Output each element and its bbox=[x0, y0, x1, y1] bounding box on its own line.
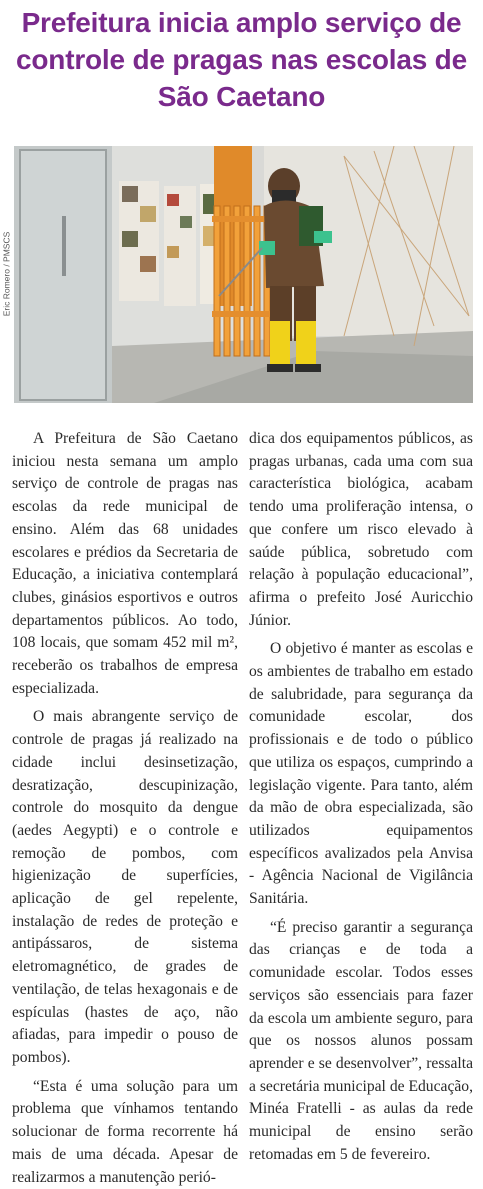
photo-illustration bbox=[14, 146, 473, 403]
article-column-right bbox=[249, 428, 473, 1167]
article-paragraph-continuation: dica dos equipamentos públicos, as pragas urbanas, cada uma com sua característica biológica, acabam tendo uma proliferação intensa, o que confere um risco elevado à saúde pública, sobretudo com relação à população educacional”, afirma o prefeito José Auricchio Júnior. bbox=[249, 430, 473, 629]
article-paragraph: O objetivo é manter as escolas e os ambientes de trabalho em estado de salubridade, para segurança da comunidade escolar, dos profissionais e de todo o público que utiliza os espaços, cumprindo a legislação vigente. Para tanto, além da mão de obra especializada, são utilizados equipamentos específicos avalizados pela Anvisa - Agência Nacional de Vigilância Sanitária. bbox=[249, 640, 473, 908]
article-photo bbox=[14, 146, 473, 403]
article-paragraph: A Prefeitura de São Caetano iniciou nesta semana um amplo serviço de controle de pragas nas escolas da rede municipal de ensino. Além das 68 unidades escolares e prédios da Secretaria de Educação, a iniciativa contemplará clubes, ginásios esportivos e outros departamentos públicos. Ao todo, 108 locais, que somam 452 mil m², receberão os trabalhos de empresa especializada. bbox=[12, 430, 238, 697]
article-column-left bbox=[12, 428, 238, 1189]
article-paragraph: O mais abrangente serviço de controle de pragas já realizado na cidade inclui desinsetização, desratização, descupinização, controle do mosquito da dengue (aedes Aegypti) e o controle e remoção de pombos, com higienização de superfícies, aplicação de gel repelente, instalação de redes de proteção e antipássaros, de sistema eletromagnético, de grades de ventilação, de telas hexagonais e de espículas (hastes de aço, não afiadas, para impedir o pouso de pombos). bbox=[12, 708, 238, 1066]
photo-credit bbox=[0, 146, 12, 401]
photo-credit-text: Eric Romero / PMSCS bbox=[1, 231, 12, 316]
article-headline: Prefeitura inicia amplo serviço de controle de pragas nas escolas de São Caetano bbox=[16, 7, 467, 112]
article-paragraph: “Esta é uma solução para um problema que vínhamos tentando solucionar de forma recorrente há mais de uma década. Apesar de realizarmos a manutenção perió- bbox=[12, 1077, 238, 1186]
article-paragraph: “É preciso garantir a segurança das crianças e de toda a comunidade escolar. Todos esses serviços são essenciais para fazer da escola um ambiente seguro, para que os nossos alunos possam aprender e se desenvolver”, ressalta a secretária municipal de Educação, Minéa Fratelli - as aulas da rede municipal de ensino serão retomadas em 5 de fevereiro. bbox=[249, 918, 473, 1163]
